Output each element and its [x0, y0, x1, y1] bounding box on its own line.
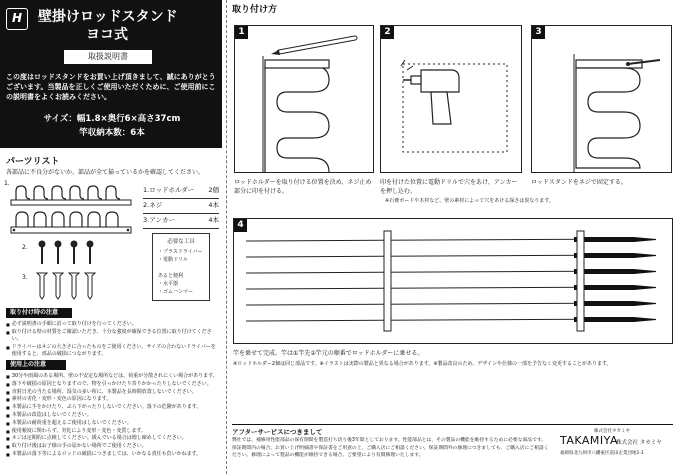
install-caution-list: ■ 必ず説明書の手順に沿って取り付けを行ってください。 ■ 取り付ける壁の材質をご確認いただき、十分な強度が確保できる位置に取り付けてください。 ■ ドライバーはネジの大きさに合ったものをご使用ください。サイズの合わないドライバーを使用すると、部品の破損につながります。	[6, 321, 218, 359]
product-subtitle: ヨコ式	[86, 27, 128, 43]
step-3-caption: ロッドスタンドをネジで固定する。	[531, 179, 627, 186]
parts-table	[143, 184, 219, 229]
rod-holder-back-illustration	[10, 210, 132, 234]
step-2-panel	[380, 25, 522, 173]
step-4-illustration	[234, 219, 672, 343]
use-caution-list: ■ 30分や雨風のある場所、壁の不安定な場所などは、荷重が分散されにくい場合があります。 ■ 落下や破損の原因となりますので、物を引っかけたり寄りかかったりしないでください。 ■ 直射日光の当たる場所、湿気の多い所に、本製品を長時間放置しないでください。 ■ 素材の劣化・変形・変色の原因になります。 ■ 本製品に手をかけたり、ぶら下がったりしないでください。落下の危険があります。 ■ 本製品の改造はしないでください。 ■ 本製品の耐荷重を超えるご使用はしないでください。 ■ 使用頻度に関わらず、劣化により変形・変色・変質します。 ■ ネジは定期的に点検してください。緩んでいる場合は増し締めしてください。 ■ 取り付け後はお子様の手の届かない場所でご使用ください。 ■ 本製品の落下等によるロッドの破損につきましては、いかなる責任も負いかねます。	[6, 373, 218, 459]
step-4-note: ※ロッドホルダー2個は同じ部品です。※イラストは実際の製品と異なる場合があります。※製品改良のため、デザインや仕様の一部を予告なく変更することがあります。	[233, 361, 612, 367]
step-4-number: 4	[234, 219, 247, 232]
step-4-panel	[233, 218, 673, 344]
size-spec: サイズ：幅1.8×奥行6×高さ37cm	[43, 114, 181, 124]
step-2-note: ※石膏ボードや木材など、壁の素材によって穴をあける深さは異なります。	[385, 198, 554, 204]
tools-optional-list: あると便利 ・水平器 ・ゴムハンマー	[158, 273, 194, 295]
step-4-caption: 竿を乗せて完成。竿は①竿先②竿元の順番でロッドホルダーに乗せる。	[233, 350, 424, 357]
column-divider	[226, 0, 227, 474]
tools-required-list: ・プラスドライバー ・電動ドリル	[158, 249, 203, 263]
step-1-caption: ロッドホルダーを取り付ける位置を決め、ネジ止め部分に印を付ける。	[234, 179, 372, 195]
step-3-panel	[531, 25, 672, 173]
part-index-3: 3.	[22, 274, 28, 281]
use-caution-title: 使用上の注意	[6, 360, 66, 370]
header-panel	[0, 0, 222, 148]
company-name: 株式会社 タカミヤ	[616, 440, 662, 446]
install-section-title: 取り付け方	[232, 5, 278, 15]
after-service-title: アフターサービスにつきまして	[232, 428, 323, 436]
parts-row-screw: 2.ネジ 4本	[143, 199, 219, 214]
parts-row-holder: 1.ロッドホルダー 2個	[143, 184, 219, 199]
parts-list-note: 各部品に不良分がないか、部品が全て揃っているかを確認してください。	[6, 169, 205, 176]
step-2-illustration	[381, 26, 521, 172]
part-index-2: 2.	[22, 244, 28, 251]
after-service-text: 弊社では、補修用性能部品の保有期間を製造打ち切り後3年間としております。性能部品とは、その製品の機能を維持するために必要な部品です。保証期間内の場合、お買い上げ明細書や保証書をご用意の上、ご購入店にご相談ください。保証期間外の修理につきましても、ご購入店にご相談ください。修理によって製品の機能が維持できる場合、ご要望により有償修理いたします。	[232, 438, 549, 458]
part-index-1: 1.	[4, 180, 10, 187]
tools-title: 必要な工具	[167, 239, 195, 245]
step-3-illustration	[532, 26, 671, 172]
screws-illustration	[34, 240, 100, 266]
parts-row-anchor: 3.アンカー 4本	[143, 214, 219, 229]
step-2-number: 2	[381, 26, 394, 39]
step-1-number: 1	[235, 26, 248, 39]
install-caution-title: 取り付け時の注意	[6, 308, 72, 318]
brand-name: TAKAMIYA	[560, 434, 619, 447]
tools-box	[152, 233, 210, 301]
intro-text: この度はロッドスタンドをお買い上げ頂きまして、誠にありがとうございます。当製品を正しくご使用いただくために、ご使用前にこの説明書をよくお読みください。	[6, 73, 216, 101]
parts-list-title: パーツリスト	[6, 157, 60, 167]
company-address: 福岡県北九州市八幡東区前田企業団地1-1	[560, 451, 644, 456]
rod-holder-front-illustration	[10, 184, 132, 206]
manual-label: 取扱説明書	[64, 50, 152, 64]
brand-kana: 株式会社タカミヤ	[594, 429, 630, 434]
step-3-number: 3	[532, 26, 545, 39]
step-1-illustration	[235, 26, 373, 172]
step-2-caption: 印を付けた位置に電動ドリルで穴をあけ、アンカーを押し込む。	[380, 179, 518, 195]
rod-count-spec: 竿収納本数：6本	[79, 128, 145, 138]
brand-logo-icon: H	[6, 8, 28, 30]
after-service-rule	[232, 424, 673, 425]
step-1-panel	[234, 25, 374, 173]
product-title: 壁掛けロッドスタンド	[38, 9, 178, 25]
anchors-illustration	[34, 270, 100, 300]
